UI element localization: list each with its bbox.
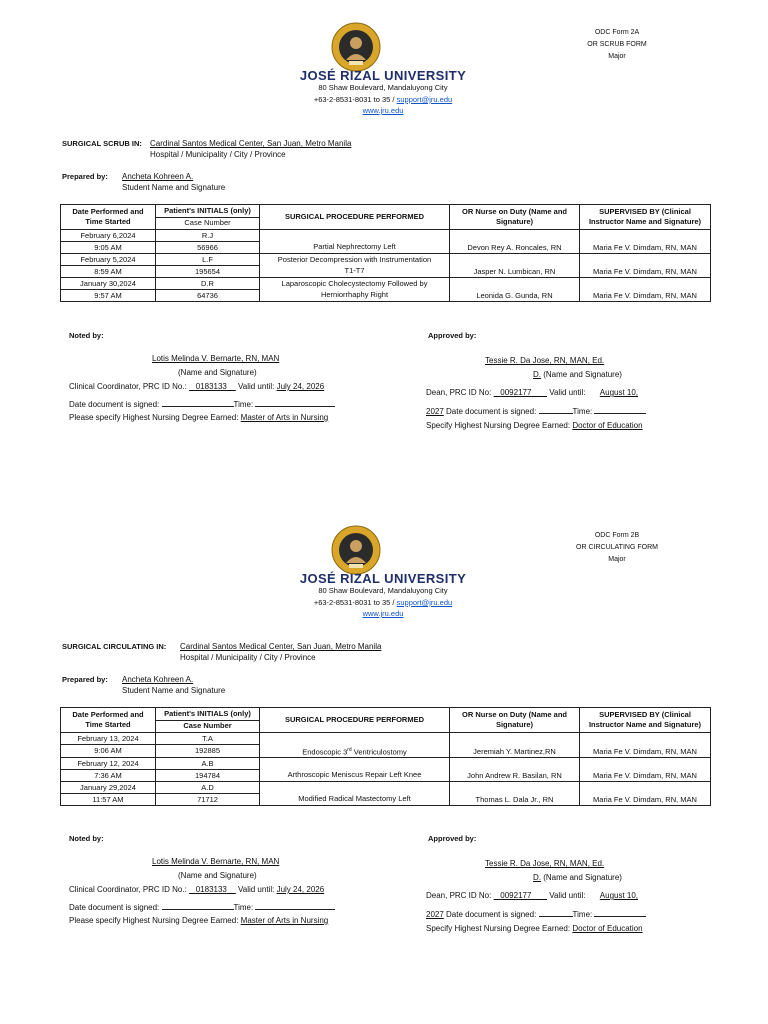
dean-degree-line bbox=[426, 924, 643, 933]
dean-date-field[interactable] bbox=[539, 908, 573, 917]
setting-label: SURGICAL SCRUB IN: bbox=[62, 139, 142, 148]
phone: +63-2-8531-8031 to 35 / bbox=[313, 598, 395, 607]
degree-label: Please specify Highest Nursing Degree Earned: bbox=[69, 916, 239, 925]
noted-name: Lotis Melinda V. Bernarte, RN, MAN bbox=[152, 857, 280, 866]
cell-date: February 13, 2024 bbox=[61, 733, 156, 745]
setting-value: Cardinal Santos Medical Center, San Juan, Metro Manila bbox=[150, 139, 352, 148]
cell-initials: T.A bbox=[156, 733, 260, 745]
dean-prc-line bbox=[426, 891, 638, 900]
dean-valid-year: 2027 bbox=[426, 910, 444, 919]
cell-supervisor: Maria Fe V. Dimdam, RN, MAN bbox=[580, 782, 711, 806]
procedure-table bbox=[60, 204, 711, 302]
degree-value: Master of Arts in Nursing bbox=[240, 916, 329, 925]
dean-degree-label: Specify Highest Nursing Degree Earned: bbox=[426, 421, 571, 430]
approved-label: Approved by: bbox=[428, 331, 477, 340]
dean-prc-label: Dean, PRC ID No: bbox=[426, 388, 492, 397]
time-label: Time: bbox=[233, 400, 254, 409]
setting-caption: Hospital / Municipality / City / Province bbox=[150, 150, 286, 159]
cell-nurse: Jasper N. Lumbican, RN bbox=[450, 254, 580, 278]
cell-nurse: Leonida G. Gunda, RN bbox=[450, 278, 580, 302]
dean-time-label: Time: bbox=[572, 910, 593, 919]
email-link[interactable]: support@jru.edu bbox=[396, 95, 453, 104]
cell-procedure-line2: T1-T7 bbox=[260, 266, 450, 278]
setting-label: SURGICAL CIRCULATING IN: bbox=[62, 642, 167, 651]
date-signed-line bbox=[69, 901, 335, 912]
cell-time: 9:06 AM bbox=[61, 745, 156, 758]
dean-prc: 0092177 bbox=[500, 891, 532, 900]
dean-date-line bbox=[426, 405, 646, 416]
cell-date: January 29,2024 bbox=[61, 782, 156, 794]
form-code: ODC Form 2A bbox=[594, 29, 640, 36]
cell-date: February 12, 2024 bbox=[61, 758, 156, 770]
dean-caption: (Name and Signature) bbox=[543, 370, 622, 379]
header-procedure: SURGICAL PROCEDURE PERFORMED bbox=[260, 708, 450, 733]
university-seal-icon bbox=[331, 525, 381, 575]
cell-initials: A.D bbox=[156, 782, 260, 794]
dean-prc: 0092177 bbox=[500, 388, 532, 397]
header-initials: Patient's INITIALS (only) bbox=[156, 205, 260, 218]
cell-time: 7:36 AM bbox=[61, 770, 156, 782]
university-name: JOSÉ RIZAL UNIVERSITY bbox=[299, 571, 467, 586]
cell-date: January 30,2024 bbox=[61, 278, 156, 290]
header-date: Date Performed and Time Started bbox=[61, 205, 156, 230]
cell-supervisor: Maria Fe V. Dimdam, RN, MAN bbox=[580, 254, 711, 278]
cell-nurse: Devon Rey A. Roncales, RN bbox=[450, 230, 580, 254]
header-supervisor: SUPERVISED BY (Clinical Instructor Name and Signature) bbox=[580, 708, 711, 733]
cell-nurse: Thomas L. Dala Jr., RN bbox=[450, 782, 580, 806]
date-signed-field[interactable] bbox=[162, 398, 234, 407]
cell-initials: A.B bbox=[156, 758, 260, 770]
form-type: OR SCRUB FORM bbox=[587, 41, 647, 48]
degree-line bbox=[69, 413, 328, 422]
website-link[interactable]: www.jru.edu bbox=[362, 609, 404, 618]
form-type: OR CIRCULATING FORM bbox=[576, 544, 658, 551]
university-seal-icon bbox=[331, 22, 381, 72]
dean-name: Tessie R. Da Jose, RN, MAN, Ed. bbox=[485, 356, 605, 365]
form-code: ODC Form 2B bbox=[594, 532, 640, 539]
cell-initials: R.J bbox=[156, 230, 260, 242]
prepared-value: Ancheta Kohreen A. bbox=[122, 172, 194, 181]
activity-form bbox=[0, 0, 768, 500]
dean-caption-line bbox=[533, 873, 622, 882]
date-signed-label: Date document is signed: bbox=[69, 400, 160, 409]
cell-date: February 6,2024 bbox=[61, 230, 156, 242]
table-row bbox=[61, 278, 711, 290]
header-procedure: SURGICAL PROCEDURE PERFORMED bbox=[260, 205, 450, 230]
dean-date-label: Date document is signed: bbox=[446, 407, 537, 416]
cell-supervisor: Maria Fe V. Dimdam, RN, MAN bbox=[580, 758, 711, 782]
cell-nurse: John Andrew R. Basilan, RN bbox=[450, 758, 580, 782]
cell-procedure-line1: Posterior Decompression with Instrumentation bbox=[260, 254, 450, 266]
date-signed-field[interactable] bbox=[162, 901, 234, 910]
table-row bbox=[61, 782, 711, 794]
dean-valid: August 10, bbox=[599, 891, 639, 900]
dean-degree: Doctor of Education bbox=[572, 924, 643, 933]
dean-date-label: Date document is signed: bbox=[446, 910, 537, 919]
time-field[interactable] bbox=[255, 901, 335, 910]
time-label: Time: bbox=[233, 903, 254, 912]
prepared-label: Prepared by: bbox=[62, 172, 108, 181]
cell-case-number: 71712 bbox=[156, 794, 260, 806]
cell-case-number: 56966 bbox=[156, 242, 260, 254]
prepared-caption: Student Name and Signature bbox=[122, 686, 226, 695]
noted-label: Noted by: bbox=[69, 834, 104, 843]
cell-time: 11:57 AM bbox=[61, 794, 156, 806]
coordinator-valid-label: Valid until: bbox=[238, 885, 275, 894]
prepared-label: Prepared by: bbox=[62, 675, 108, 684]
dean-caption-line bbox=[533, 370, 622, 379]
noted-caption: (Name and Signature) bbox=[178, 368, 257, 377]
dean-degree-line bbox=[426, 421, 643, 430]
setting-caption: Hospital / Municipality / City / Province bbox=[180, 653, 316, 662]
noted-label: Noted by: bbox=[69, 331, 104, 340]
cell-procedure-line2: Modified Radical Mastectomy Left bbox=[260, 794, 450, 806]
university-contact bbox=[238, 598, 528, 607]
activity-form bbox=[0, 503, 768, 1003]
coordinator-prc-label: Clinical Coordinator, PRC ID No.: bbox=[69, 382, 187, 391]
cell-initials: D.R bbox=[156, 278, 260, 290]
time-field[interactable] bbox=[255, 398, 335, 407]
cell-time: 9:05 AM bbox=[61, 242, 156, 254]
cell-initials: L.F bbox=[156, 254, 260, 266]
dean-date-line bbox=[426, 908, 646, 919]
email-link[interactable]: support@jru.edu bbox=[396, 598, 453, 607]
dean-time-field[interactable] bbox=[594, 405, 646, 414]
coordinator-prc: 0183133 bbox=[195, 885, 227, 894]
cell-procedure-line1 bbox=[260, 230, 450, 242]
cell-case-number: 64736 bbox=[156, 290, 260, 302]
form-category: Major bbox=[608, 53, 626, 60]
degree-label: Please specify Highest Nursing Degree Earned: bbox=[69, 413, 239, 422]
coordinator-prc-label: Clinical Coordinator, PRC ID No.: bbox=[69, 885, 187, 894]
university-address: 80 Shaw Boulevard, Mandaluyong City bbox=[318, 586, 448, 595]
table-row bbox=[61, 733, 711, 745]
table-row bbox=[61, 758, 711, 770]
cell-case-number: 195654 bbox=[156, 266, 260, 278]
dean-degree-label: Specify Highest Nursing Degree Earned: bbox=[426, 924, 571, 933]
coordinator-line bbox=[69, 382, 324, 391]
form-category: Major bbox=[608, 556, 626, 563]
cell-case-number: 194784 bbox=[156, 770, 260, 782]
cell-procedure-line1 bbox=[260, 782, 450, 794]
header-nurse: OR Nurse on Duty (Name and Signature) bbox=[450, 708, 580, 733]
coordinator-line bbox=[69, 885, 324, 894]
cell-supervisor: Maria Fe V. Dimdam, RN, MAN bbox=[580, 733, 711, 758]
cell-procedure-line1: Laparoscopic Cholecystectomy Followed by bbox=[260, 278, 450, 290]
cell-supervisor: Maria Fe V. Dimdam, RN, MAN bbox=[580, 230, 711, 254]
phone: +63-2-8531-8031 to 35 / bbox=[313, 95, 395, 104]
cell-time: 9:57 AM bbox=[61, 290, 156, 302]
university-name: JOSÉ RIZAL UNIVERSITY bbox=[299, 68, 467, 83]
dean-prc-label: Dean, PRC ID No: bbox=[426, 891, 492, 900]
table-row bbox=[61, 230, 711, 242]
cell-procedure-line2: Endoscopic 3rd Ventriculostomy bbox=[260, 745, 450, 758]
cell-supervisor: Maria Fe V. Dimdam, RN, MAN bbox=[580, 278, 711, 302]
cell-procedure-line2: Partial Nephrectomy Left bbox=[260, 242, 450, 254]
coordinator-valid: July 24, 2026 bbox=[276, 382, 325, 391]
dean-caption: (Name and Signature) bbox=[543, 873, 622, 882]
cell-procedure-line2: Herniorrhaphy Right bbox=[260, 290, 450, 302]
coordinator-prc: 0183133 bbox=[195, 382, 227, 391]
coordinator-valid: July 24, 2026 bbox=[276, 885, 325, 894]
dean-prc-line bbox=[426, 388, 638, 397]
university-contact bbox=[238, 95, 528, 104]
dean-time-field[interactable] bbox=[594, 908, 646, 917]
dean-time-label: Time: bbox=[572, 407, 593, 416]
website-link[interactable]: www.jru.edu bbox=[362, 106, 404, 115]
dean-valid-year: 2027 bbox=[426, 407, 444, 416]
table-row bbox=[61, 254, 711, 266]
noted-caption: (Name and Signature) bbox=[178, 871, 257, 880]
approved-label: Approved by: bbox=[428, 834, 477, 843]
date-signed-label: Date document is signed: bbox=[69, 903, 160, 912]
dean-degree: Doctor of Education bbox=[572, 421, 643, 430]
coordinator-valid-label: Valid until: bbox=[238, 382, 275, 391]
degree-line bbox=[69, 916, 328, 925]
cell-date: February 5,2024 bbox=[61, 254, 156, 266]
cell-nurse: Jeremiah Y. Martinez,RN bbox=[450, 733, 580, 758]
dean-valid: August 10, bbox=[599, 388, 639, 397]
university-address: 80 Shaw Boulevard, Mandaluyong City bbox=[318, 83, 448, 92]
dean-date-field[interactable] bbox=[539, 405, 573, 414]
noted-name: Lotis Melinda V. Bernarte, RN, MAN bbox=[152, 354, 280, 363]
header-initials: Patient's INITIALS (only) bbox=[156, 708, 260, 721]
dean-d: D. bbox=[533, 370, 541, 379]
header-nurse: OR Nurse on Duty (Name and Signature) bbox=[450, 205, 580, 230]
procedure-table bbox=[60, 707, 711, 806]
dean-d: D. bbox=[533, 873, 541, 882]
cell-procedure-line1 bbox=[260, 733, 450, 745]
cell-procedure-line1 bbox=[260, 758, 450, 770]
header-case: Case Number bbox=[156, 217, 260, 230]
degree-value: Master of Arts in Nursing bbox=[240, 413, 329, 422]
dean-valid-label: Valid until: bbox=[549, 891, 586, 900]
dean-valid-label: Valid until: bbox=[549, 388, 586, 397]
date-signed-line bbox=[69, 398, 335, 409]
dean-name: Tessie R. Da Jose, RN, MAN, Ed. bbox=[485, 859, 605, 868]
setting-value: Cardinal Santos Medical Center, San Juan, Metro Manila bbox=[180, 642, 382, 651]
prepared-caption: Student Name and Signature bbox=[122, 183, 226, 192]
cell-time: 8:59 AM bbox=[61, 266, 156, 278]
cell-procedure-line2: Arthroscopic Meniscus Repair Left Knee bbox=[260, 770, 450, 782]
header-case: Case Number bbox=[156, 720, 260, 733]
header-supervisor: SUPERVISED BY (Clinical Instructor Name and Signature) bbox=[580, 205, 711, 230]
cell-case-number: 192885 bbox=[156, 745, 260, 758]
prepared-value: Ancheta Kohreen A. bbox=[122, 675, 194, 684]
header-date: Date Performed and Time Started bbox=[61, 708, 156, 733]
